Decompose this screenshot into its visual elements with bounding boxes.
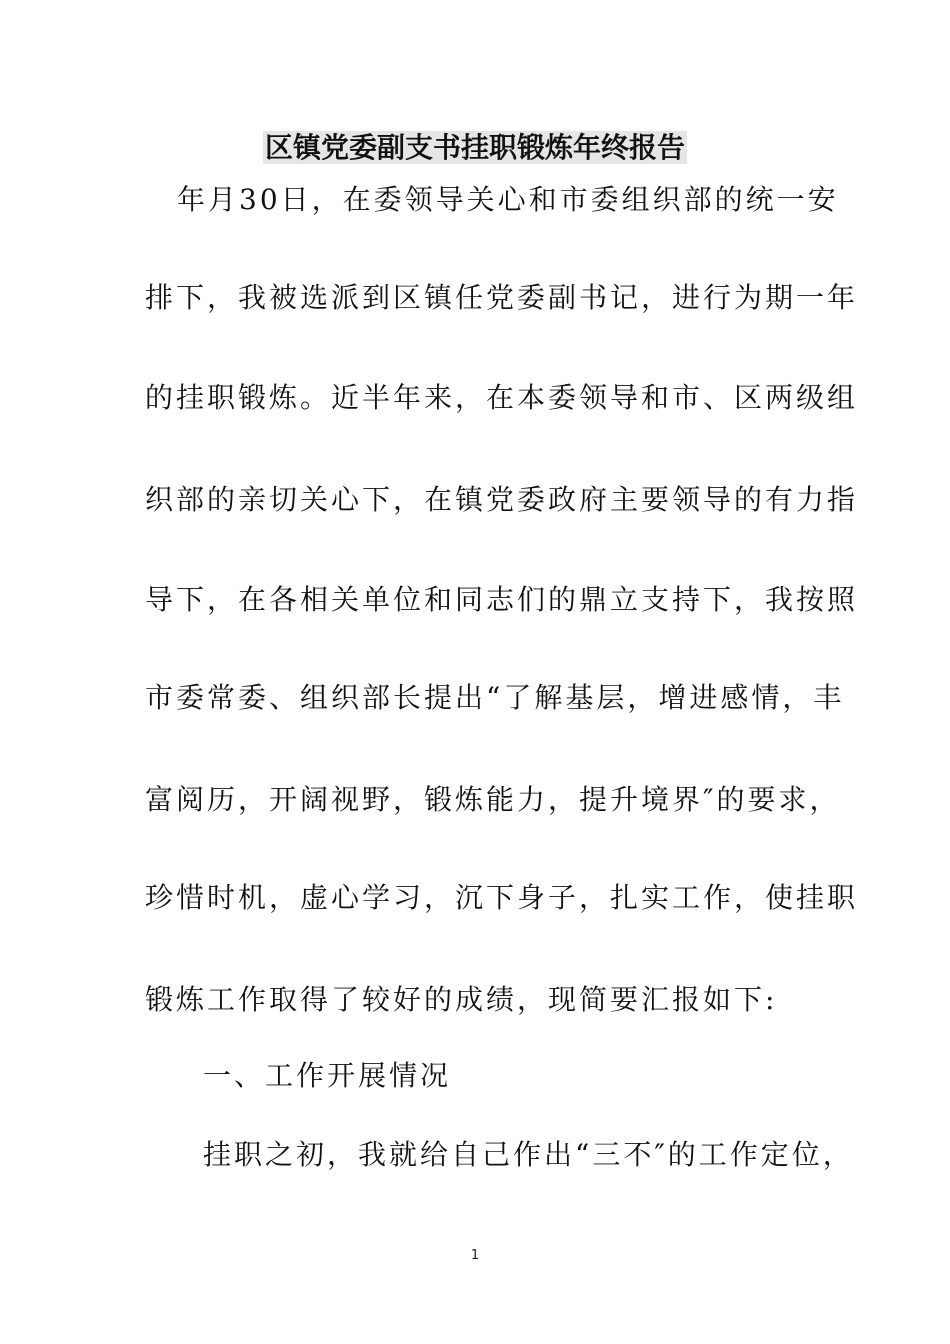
paragraph-line: 织部的亲切关心下，在镇党委政府主要领导的有力指 — [145, 483, 859, 516]
page-number: 1 — [470, 1248, 480, 1263]
document-title — [0, 128, 950, 168]
paragraph-line: 年月30日，在委领导关心和市委组织部的统一安 — [177, 183, 839, 216]
paragraph-line: 锻炼工作取得了较好的成绩，现简要汇报如下: — [145, 983, 778, 1016]
paragraph-line: 挂职之初，我就给自己作出“三不″的工作定位， — [203, 1138, 854, 1171]
paragraph-line: 珍惜时机，虚心学习，沉下身子，扎实工作，使挂职 — [145, 881, 859, 914]
paragraph-line: 市委常委、组织部长提出“了解基层，增进感情，丰 — [145, 681, 845, 714]
section-heading: 一、工作开展情况 — [203, 1059, 452, 1092]
paragraph-line: 富阅历，开阔视野，锻炼能力，提升境界″的要求， — [145, 783, 841, 816]
paragraph-line: 的挂职锻炼。近半年来，在本委领导和市、区两级组 — [145, 381, 859, 414]
document-title-text: 区镇党委副支书挂职锻炼年终报告 — [264, 131, 685, 164]
paragraph-line: 排下，我被选派到区镇任党委副书记，进行为期一年 — [145, 281, 859, 314]
paragraph-line: 导下，在各相关单位和同志们的鼎立支持下，我按照 — [145, 583, 859, 616]
